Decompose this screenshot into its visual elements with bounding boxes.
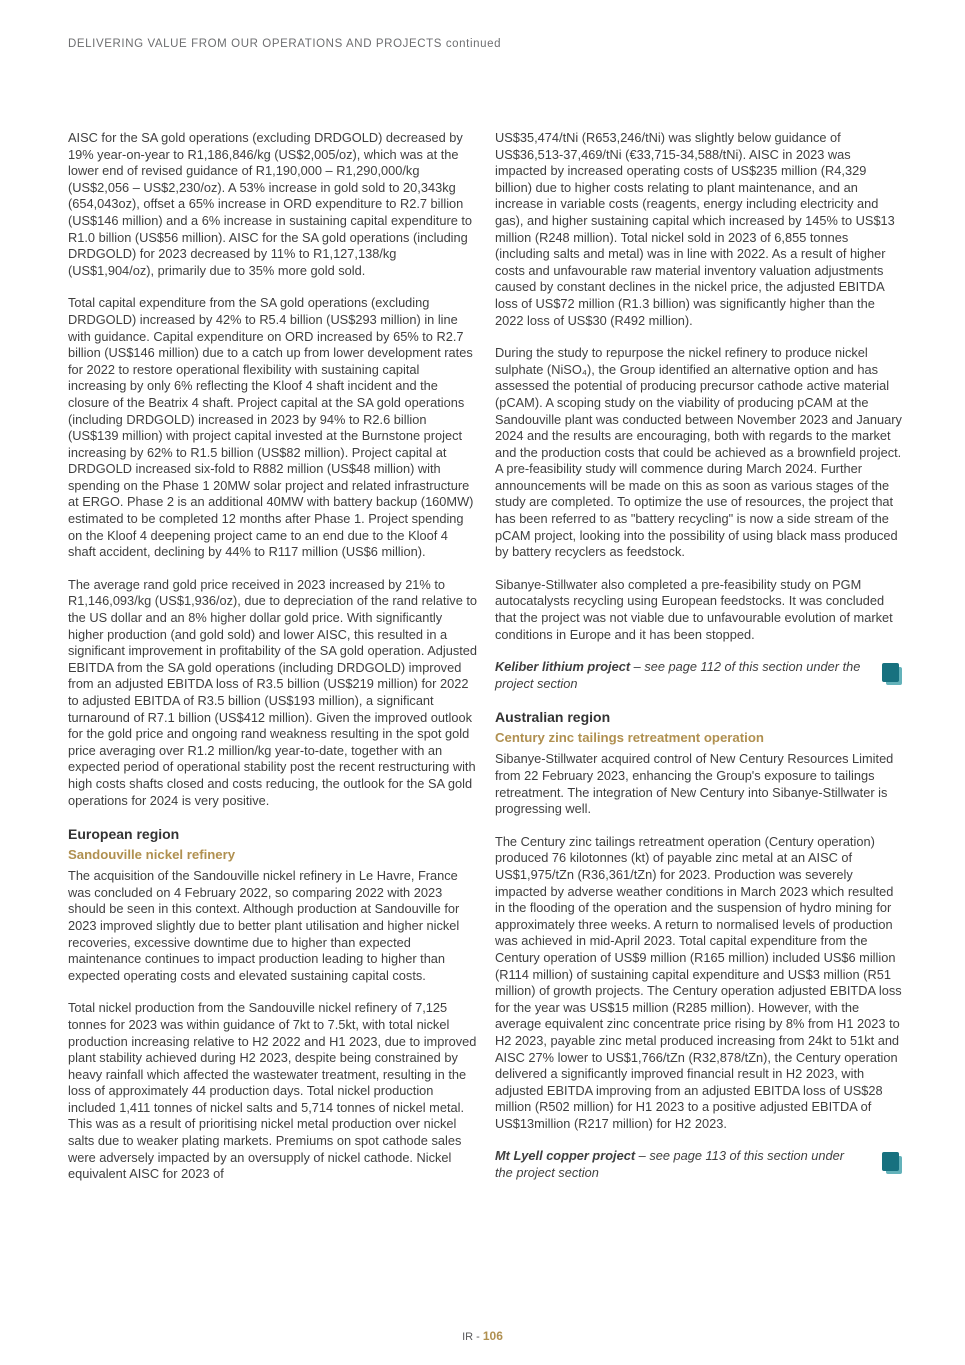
paragraph-nickel-production: Total nickel production from the Sandouville nickel refinery of 7,125 tonnes for 2023 was within guidance of 7kt to 7.5kt, with total nickel production increasing relative to H2 2022 and H1 2023, due to improved plant stability achieved during H2 2023, despite being constrained by heavy rainfall which affected the wastewater treatment, resulting in the loss of approximately 44 production days. Total nickel production included 1,411 tonnes of nickel salts and 5,714 tonnes of nickel metal. This was as a result of prioritising nickel metal production over nickel salts due to weaker plating markets. Premiums on spot cathode sales were adversely impacted by an oversupply of nickel cathode. Nickel equivalent AISC for 2023 of bbox=[68, 1000, 477, 1182]
cross-reference-mt-lyell-text bbox=[495, 1148, 879, 1181]
page-footer bbox=[0, 1329, 965, 1343]
running-header: DELIVERING VALUE FROM OUR OPERATIONS AND PROJECTS continued bbox=[68, 38, 502, 50]
two-column-body bbox=[68, 130, 905, 1199]
left-column bbox=[68, 130, 478, 1199]
paragraph-sa-gold-aisc: AISC for the SA gold operations (excluding DRDGOLD) decreased by 19% year-on-year to R1,186,846/kg (US$2,005/oz), which was at the lower end of revised guidance of R1,190,000 – R1,290,000/kg (US$2,056 – US$2,230/oz). A 53% increase in gold sold to 20,343kg (654,043oz), offset a 65% increase in ORD expenditure to R2.7 billion (US$146 million) and a 6% increase in sustaining capital expenditure to R1.0 billion (US$56 million). AISC for the SA gold operations (including DRDGOLD) for 2023 decreased by 11% to R1,127,138/kg (US$1,904/oz), primarily due to 35% more gold sold. bbox=[68, 130, 473, 278]
heading-european-region: European region bbox=[68, 826, 180, 843]
cross-reference-pages-icon bbox=[879, 661, 905, 688]
cross-reference-keliber-detail: – see page 112 of this section under the project section bbox=[495, 659, 861, 691]
paragraph-gold-price: The average rand gold price received in 2023 increased by 21% to R1,146,093/kg (US$1,936/oz), due to depreciation of the rand relative to the US dollar and an 8% higher dollar gold price. With significantly higher production (and gold sold) and lower AISC, this resulted in a significant improvement in profitability of the SA gold operation. Adjusted EBITDA from the SA gold operations (including DRDGOLD) improved from an adjusted EBITDA loss of R3.5 billion (US$219 million) for 2022 to adjusted EBITDA of R3.5 billion (US$193 million), a significant turnaround of R7.1 billion (US$412 million). Given the improved outlook for the gold price and ongoing rand weakness resulting in the spot gold price averaging over R1.2 million/kg year-to-date, together with an expected period of operational stability post the recent restructuring with high costs shafts closed and costs reducing, the outlook for the SA gold operations for 2024 is very positive. bbox=[68, 576, 478, 808]
cross-reference-keliber[interactable] bbox=[495, 659, 905, 692]
subheading-sandouville-nickel-refinery: Sandouville nickel refinery bbox=[68, 847, 236, 863]
heading-australian-region: Australian region bbox=[495, 709, 611, 726]
subheading-century-zinc: Century zinc tailings retreatment operation bbox=[495, 730, 764, 746]
cross-reference-keliber-title: Keliber lithium project bbox=[495, 659, 631, 675]
cross-reference-pages-icon bbox=[879, 1150, 905, 1177]
paragraph-capital-expenditure: Total capital expenditure from the SA gold operations (excluding DRDGOLD) increased by 42% to R5.4 billion (US$293 million) in line with guidance. Capital expenditure on ORD increased by 65% to R2.7 billion (US$146 million) due to a catch up from lower development rates for 2022 to restore operational flexibility with sustaining capital increasing by only 6% reflecting the Kloof 4 shaft incident and the closure of the Beatrix 4 shaft. Project capital at the SA gold operations (including DRDGOLD) increased in 2023 by 94% to R2.6 billion (US$139 million) with project capital invested at the Burnstone project increasing by 62% to R1.5 billion (US$82 million). Project capital at DRDGOLD increased six-fold to R882 million (US$48 million) with spending on the Phase 1 20MW solar project and related infrastructure at ERGO. Phase 2 is an additional 40MW with battery backup (160MW) estimated to be completed 12 months after Phase 1. Project spending on the Kloof 4 deepening project came to an end due to the Kloof 4 shaft accident, declining by 44% to R117 million (US$6 million). bbox=[68, 295, 474, 560]
paragraph-new-century-acquisition: Sibanye-Stillwater acquired control of New Century Resources Limited from 22 February 2023, enhancing the Group's exposure to tailings retreatment. The integration of New Century into Sibanye-Stillwater is progressing well. bbox=[495, 751, 894, 817]
paragraph-pgm-recycling: Sibanye-Stillwater also completed a pre-feasibility study on PGM autocatalysts recycling using European feedstocks. It was concluded that the project was not viable due to unfavourable evolution of market conditions in Europe and it has been stopped. bbox=[495, 576, 893, 642]
page-front-shape bbox=[882, 663, 899, 682]
paragraph-nickel-aisc-guidance: US$35,474/tNi (R653,246/tNi) was slightly below guidance of US$36,513-37,469/tNi (€33,715-34,588/tNi). AISC in 2023 was impacted by increased operating costs of US$235 million (R4,329 billion) due to higher costs relating to plant maintenance, and an increase in variable costs (reagents, energy including electricity and gas), and higher sustaining capital which increased by 145% to US$13 million (R248 million). Total nickel sold in 2023 of 6,855 tonnes (including salts and metal) was in line with 2022. As a result of higher costs and unfavourable raw material inventory valuation adjustments caused by constant declines in the nickel price, the adjusted EBITDA loss of US$72 million (R1.3 billion) was significantly higher than the 2022 loss of US$30 (R492 million). bbox=[495, 130, 895, 328]
paragraph-pcam-study: During the study to repurpose the nickel refinery to produce nickel sulphate (NiSO₄), the Group identified an alternative option and has assessed the potential of producing precursor cathode active material (pCAM). A scoping study on the viability of producing pCAM at the Sandouville plant was conducted between November 2023 and January 2024 and the results are encouraging, both with regards to the market and the production costs that could be achieved as a brownfield project. A pre-feasibility study will commence during March 2024. Further announcements will be made on this as soon as various stages of the study are completed. To optimize the use of resources, the project that has been referred to as "battery recycling" is now a side stream of the pCAM project, looking into the possibility of using black mass produced by battery recyclers as feedstock. bbox=[495, 345, 902, 560]
right-column bbox=[495, 130, 905, 1198]
page-number: 106 bbox=[482, 1329, 503, 1343]
cross-reference-mt-lyell-detail: – see page 113 of this section under the project section bbox=[495, 1148, 845, 1181]
paragraph-century-production: The Century zinc tailings retreatment operation (Century operation) produced 76 kilotonnes (kt) of payable zinc metal at an AISC of US$1,975/tZn (R36,361/tZn) for 2023. Production was severely impacted by adverse weather conditions in March 2023 which resulted in the flooding of the operation and the suspension of hydro mining for approximately three weeks. A return to normalised levels of production was achieved in mid-April 2023. Total capital expenditure from the Century operation of US$9 million (R165 million) included US$6 million (R114 million) of sustaining capital expenditure and US$3 million (R51 million) of growth projects. The Century operation adjusted EBITDA loss for the year was US$15 million (R285 million). However, with the average equivalent zinc concentrate price rising by 8% from H1 2023 to H2 2023, payable zinc metal produced increasing from 24kt to 51kt and AISC 27% lower to US$1,766/tZn (R32,878/tZn), the Century operation delivered a significantly improved financial result in H2 2023, with adjusted EBITDA improving from an adjusted EBITDA loss of US$28 million (R502 million) for H1 2023 to a positive adjusted EBITDA of US$13million (R217 million) for H2 2023. bbox=[495, 833, 902, 1131]
page-front-shape bbox=[882, 1152, 899, 1171]
footer-section-label: IR - bbox=[462, 1331, 483, 1343]
cross-reference-mt-lyell[interactable] bbox=[495, 1148, 905, 1181]
paragraph-sandouville-acquisition: The acquisition of the Sandouville nickel refinery in Le Havre, France was concluded on 4 February 2022, so comparing 2022 with 2023 should be seen in this context. Although production at Sandouville for 2023 improved slightly due to better plant utilisation and higher nickel recoveries, excessive downtime due to higher than expected maintenance continues to impact production leading to higher than expected operating costs and elevated sustaining capital costs. bbox=[68, 868, 460, 983]
cross-reference-keliber-text bbox=[495, 659, 879, 692]
cross-reference-mt-lyell-title: Mt Lyell copper project bbox=[495, 1148, 636, 1164]
